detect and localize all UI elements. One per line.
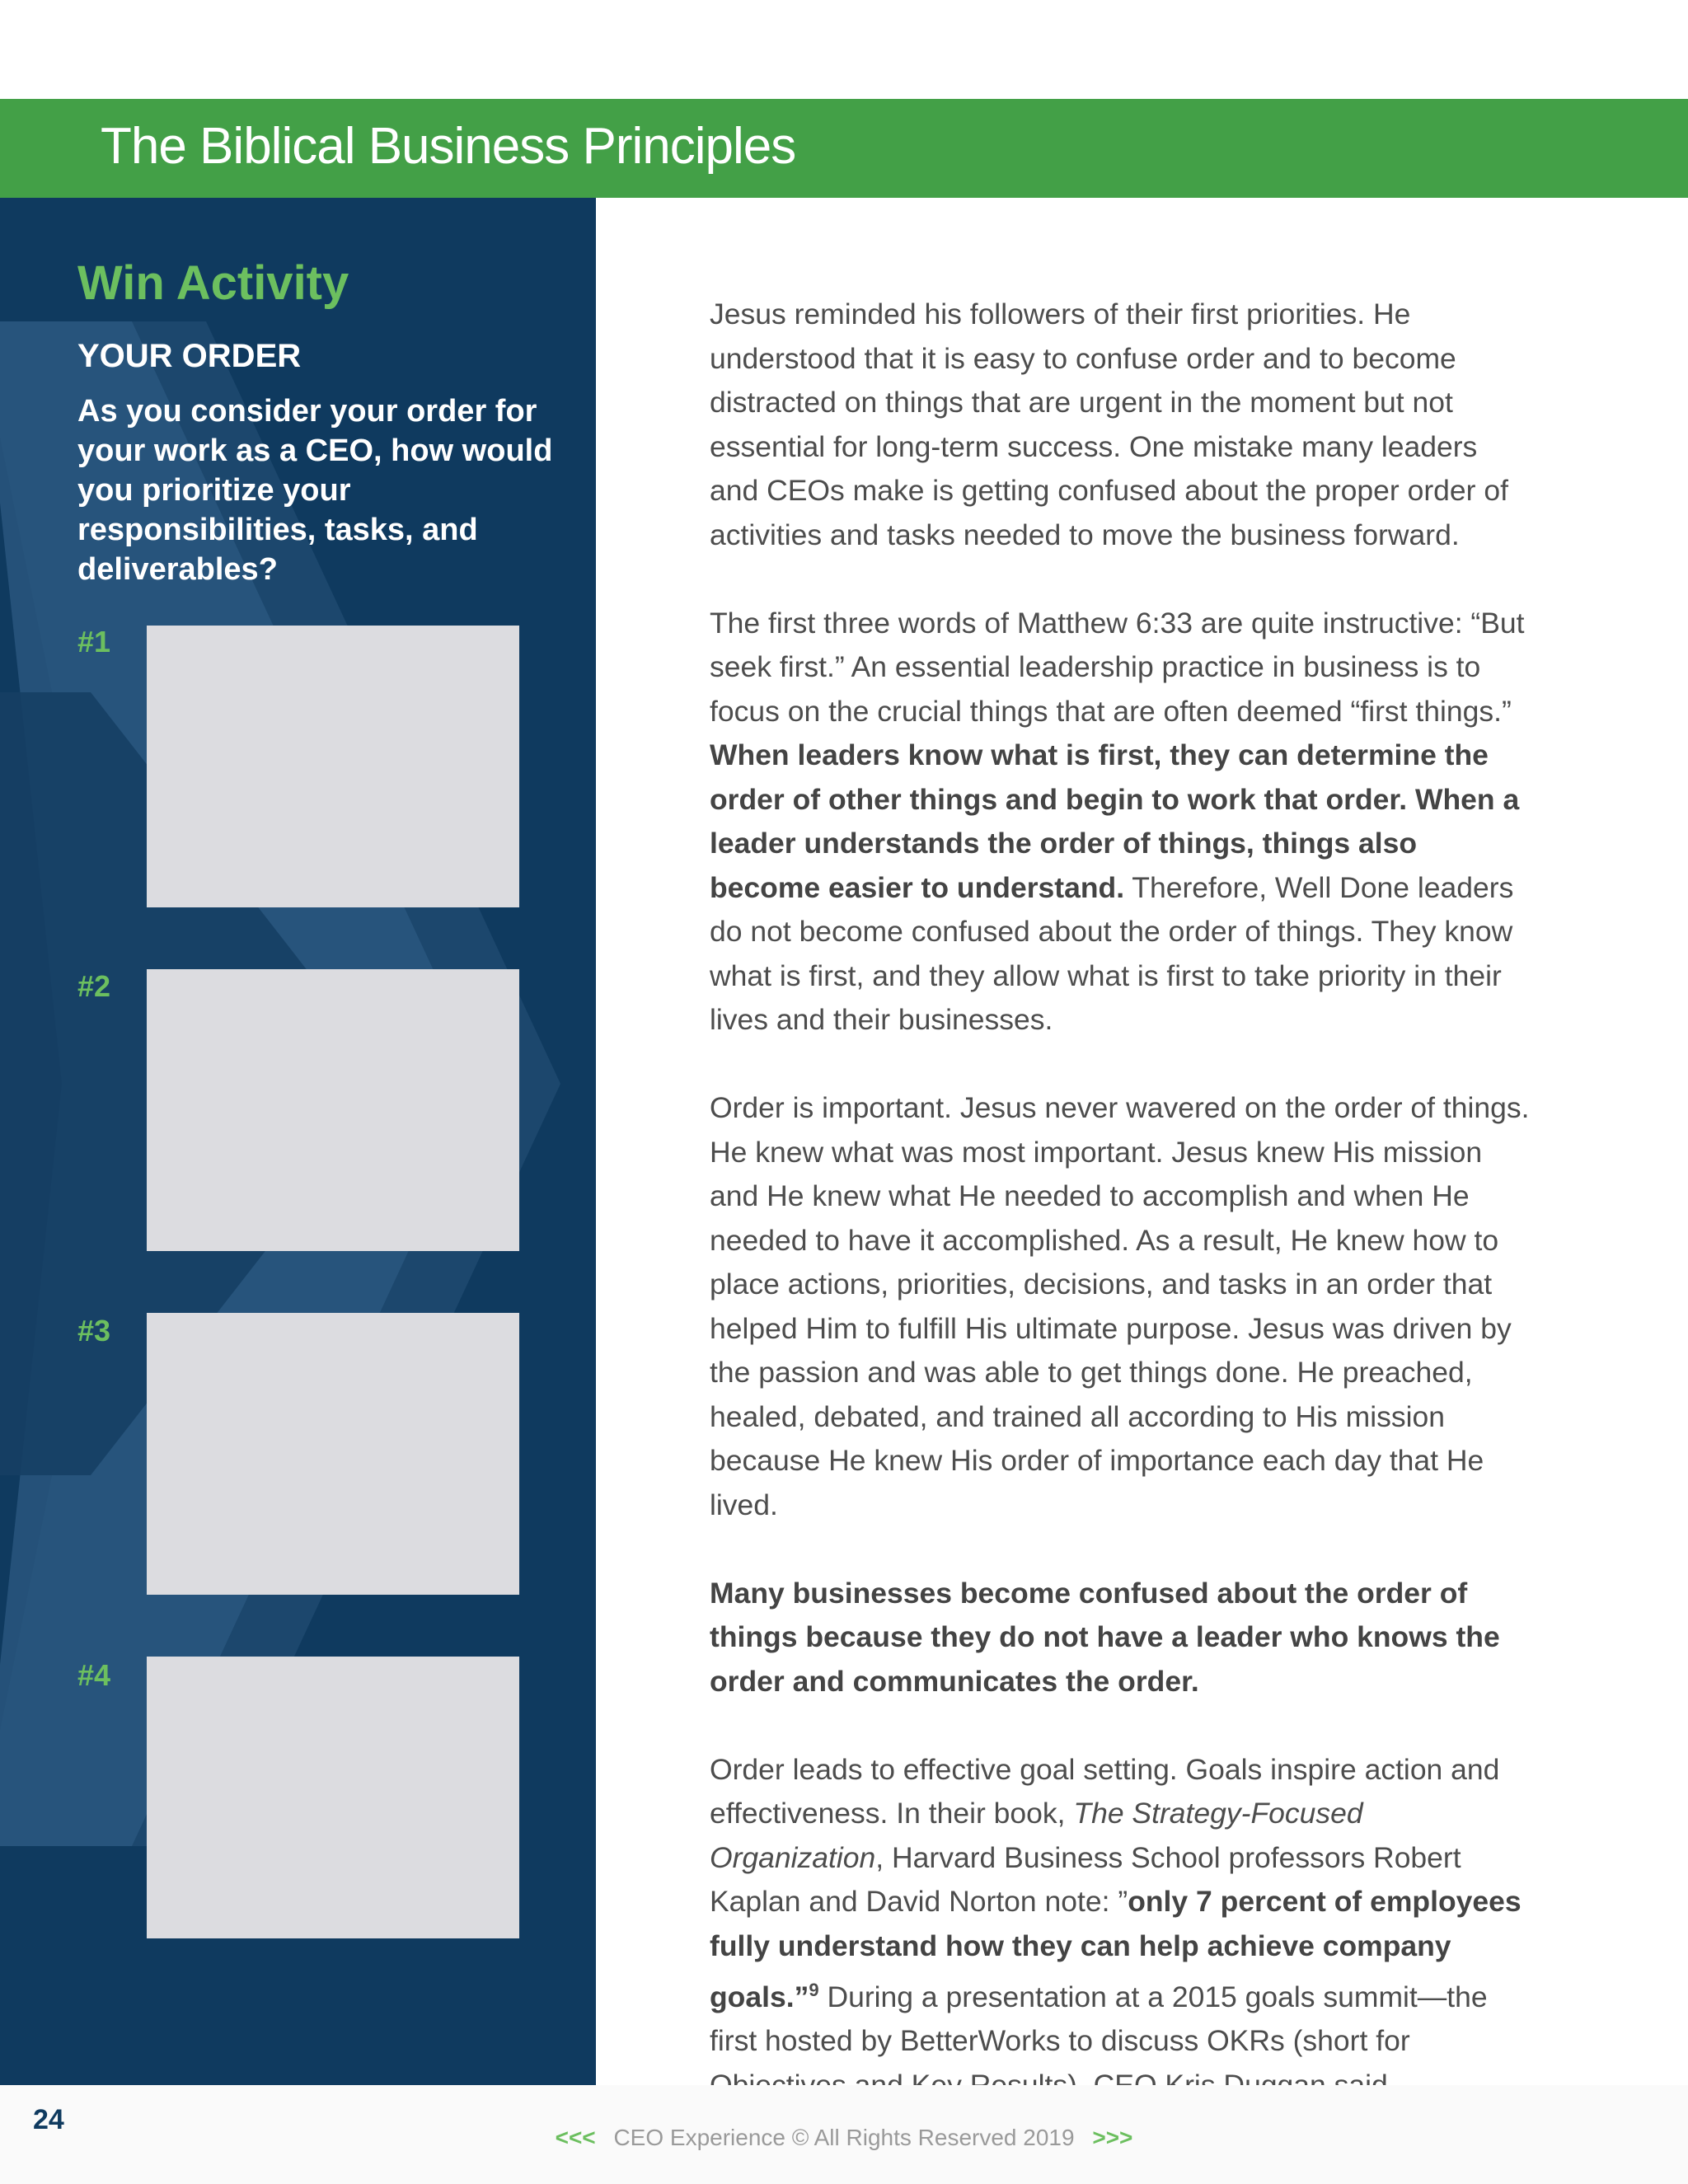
left-arrows: <<< <box>555 2125 596 2150</box>
priority-label-3: #3 <box>77 1314 111 1347</box>
page-title: The Biblical Business Principles <box>101 118 796 175</box>
statistic-quote: only 7 percent of employees fully understand how they can help achieve company goals.” <box>710 1885 1522 2013</box>
paragraph-3: Order is important. Jesus never wavered on the order of things. He knew what was most important. Jesus knew His mission and He knew what He needed to accomplish and when He needed to have it accomplished. As a result, He knew how to place actions, priorities, decisions, and tasks in an order that helped Him to fulfill His ultimate purpose. Jesus was driven by the passion and was able to get things done. He preached, healed, debated, and trained all according to His mission because He knew His order of importance each day that He lived. <box>710 1091 1530 1521</box>
activity-question: As you consider your order for your work as a CEO, how would you prioritize your responsibilities, tasks, and deliverables? <box>77 394 553 587</box>
priority-answer-box-2[interactable] <box>147 969 519 1251</box>
copyright-text: CEO Experience © All Rights Reserved 2019 <box>613 2125 1075 2150</box>
paragraph-5: Order leads to effective goal setting. Goals inspire action and effectiveness. In their book, The Strategy-Focused Organization, Harvard Business School professors Robert Kaplan and David Norton note: ”only 7 percent of employees fully understand how they can help achieve company goals.”$^9$ During a presentation at a 2015 goals summit—the first hosted by BetterWorks to discuss OKRs (short for <box>710 1752 1522 2058</box>
book-title: The Strategy-Focused Organization <box>710 1797 1363 1874</box>
header-band <box>0 99 1688 198</box>
priority-answer-box-3[interactable] <box>147 1313 519 1595</box>
footnote-marker: 9 <box>809 1980 819 2000</box>
priority-answer-box-1[interactable] <box>147 626 519 907</box>
win-activity-sidebar <box>0 198 596 2085</box>
priority-label-1: #1 <box>77 625 111 658</box>
win-activity-title: Win Activity <box>77 256 349 310</box>
priority-answer-box-4[interactable] <box>147 1657 519 1938</box>
paragraph-1: Jesus reminded his followers of their first priorities. He understood that it is easy to confuse order and to become distracted on things that are urgent in the moment but not essential for long-term success. One mistake many leaders and CEOs make is getting confused about the proper order of activities and tasks needed to move the business forward. <box>710 298 1508 551</box>
article-body <box>710 293 1534 2152</box>
your-order-heading: YOUR ORDER <box>77 338 302 374</box>
copyright-line <box>0 2125 1688 2151</box>
paragraph-2-emphasis: When leaders know what is first, they can determine the order of other things and begin to work that order. When a leader understands the order of things, things also become easier to understand. <box>710 738 1520 904</box>
priority-label-2: #2 <box>77 969 111 1003</box>
page-footer <box>0 2085 1688 2184</box>
page-number: 24 <box>33 2104 64 2135</box>
paragraph-4: Many businesses become confused about the order of things because they do not have a leader who knows the order and communicates the order. <box>710 1576 1500 1698</box>
paragraph-2: The first three words of Matthew 6:33 are quite instructive: “But seek first.” An essential leadership practice in business is to focus on the crucial things that are often deemed “first things.” When leaders know what is first, they can determine the order of other things and begin to work that order. When a leader understands the order of things, things also become easier to understand. Therefore, Well Done leaders do not become confused about the order of things. They know what is first, and they allow what is first to take priority in their lives and their businesses. <box>710 606 1525 1036</box>
right-arrows: >>> <box>1092 2125 1133 2150</box>
priority-label-4: #4 <box>77 1658 111 1692</box>
